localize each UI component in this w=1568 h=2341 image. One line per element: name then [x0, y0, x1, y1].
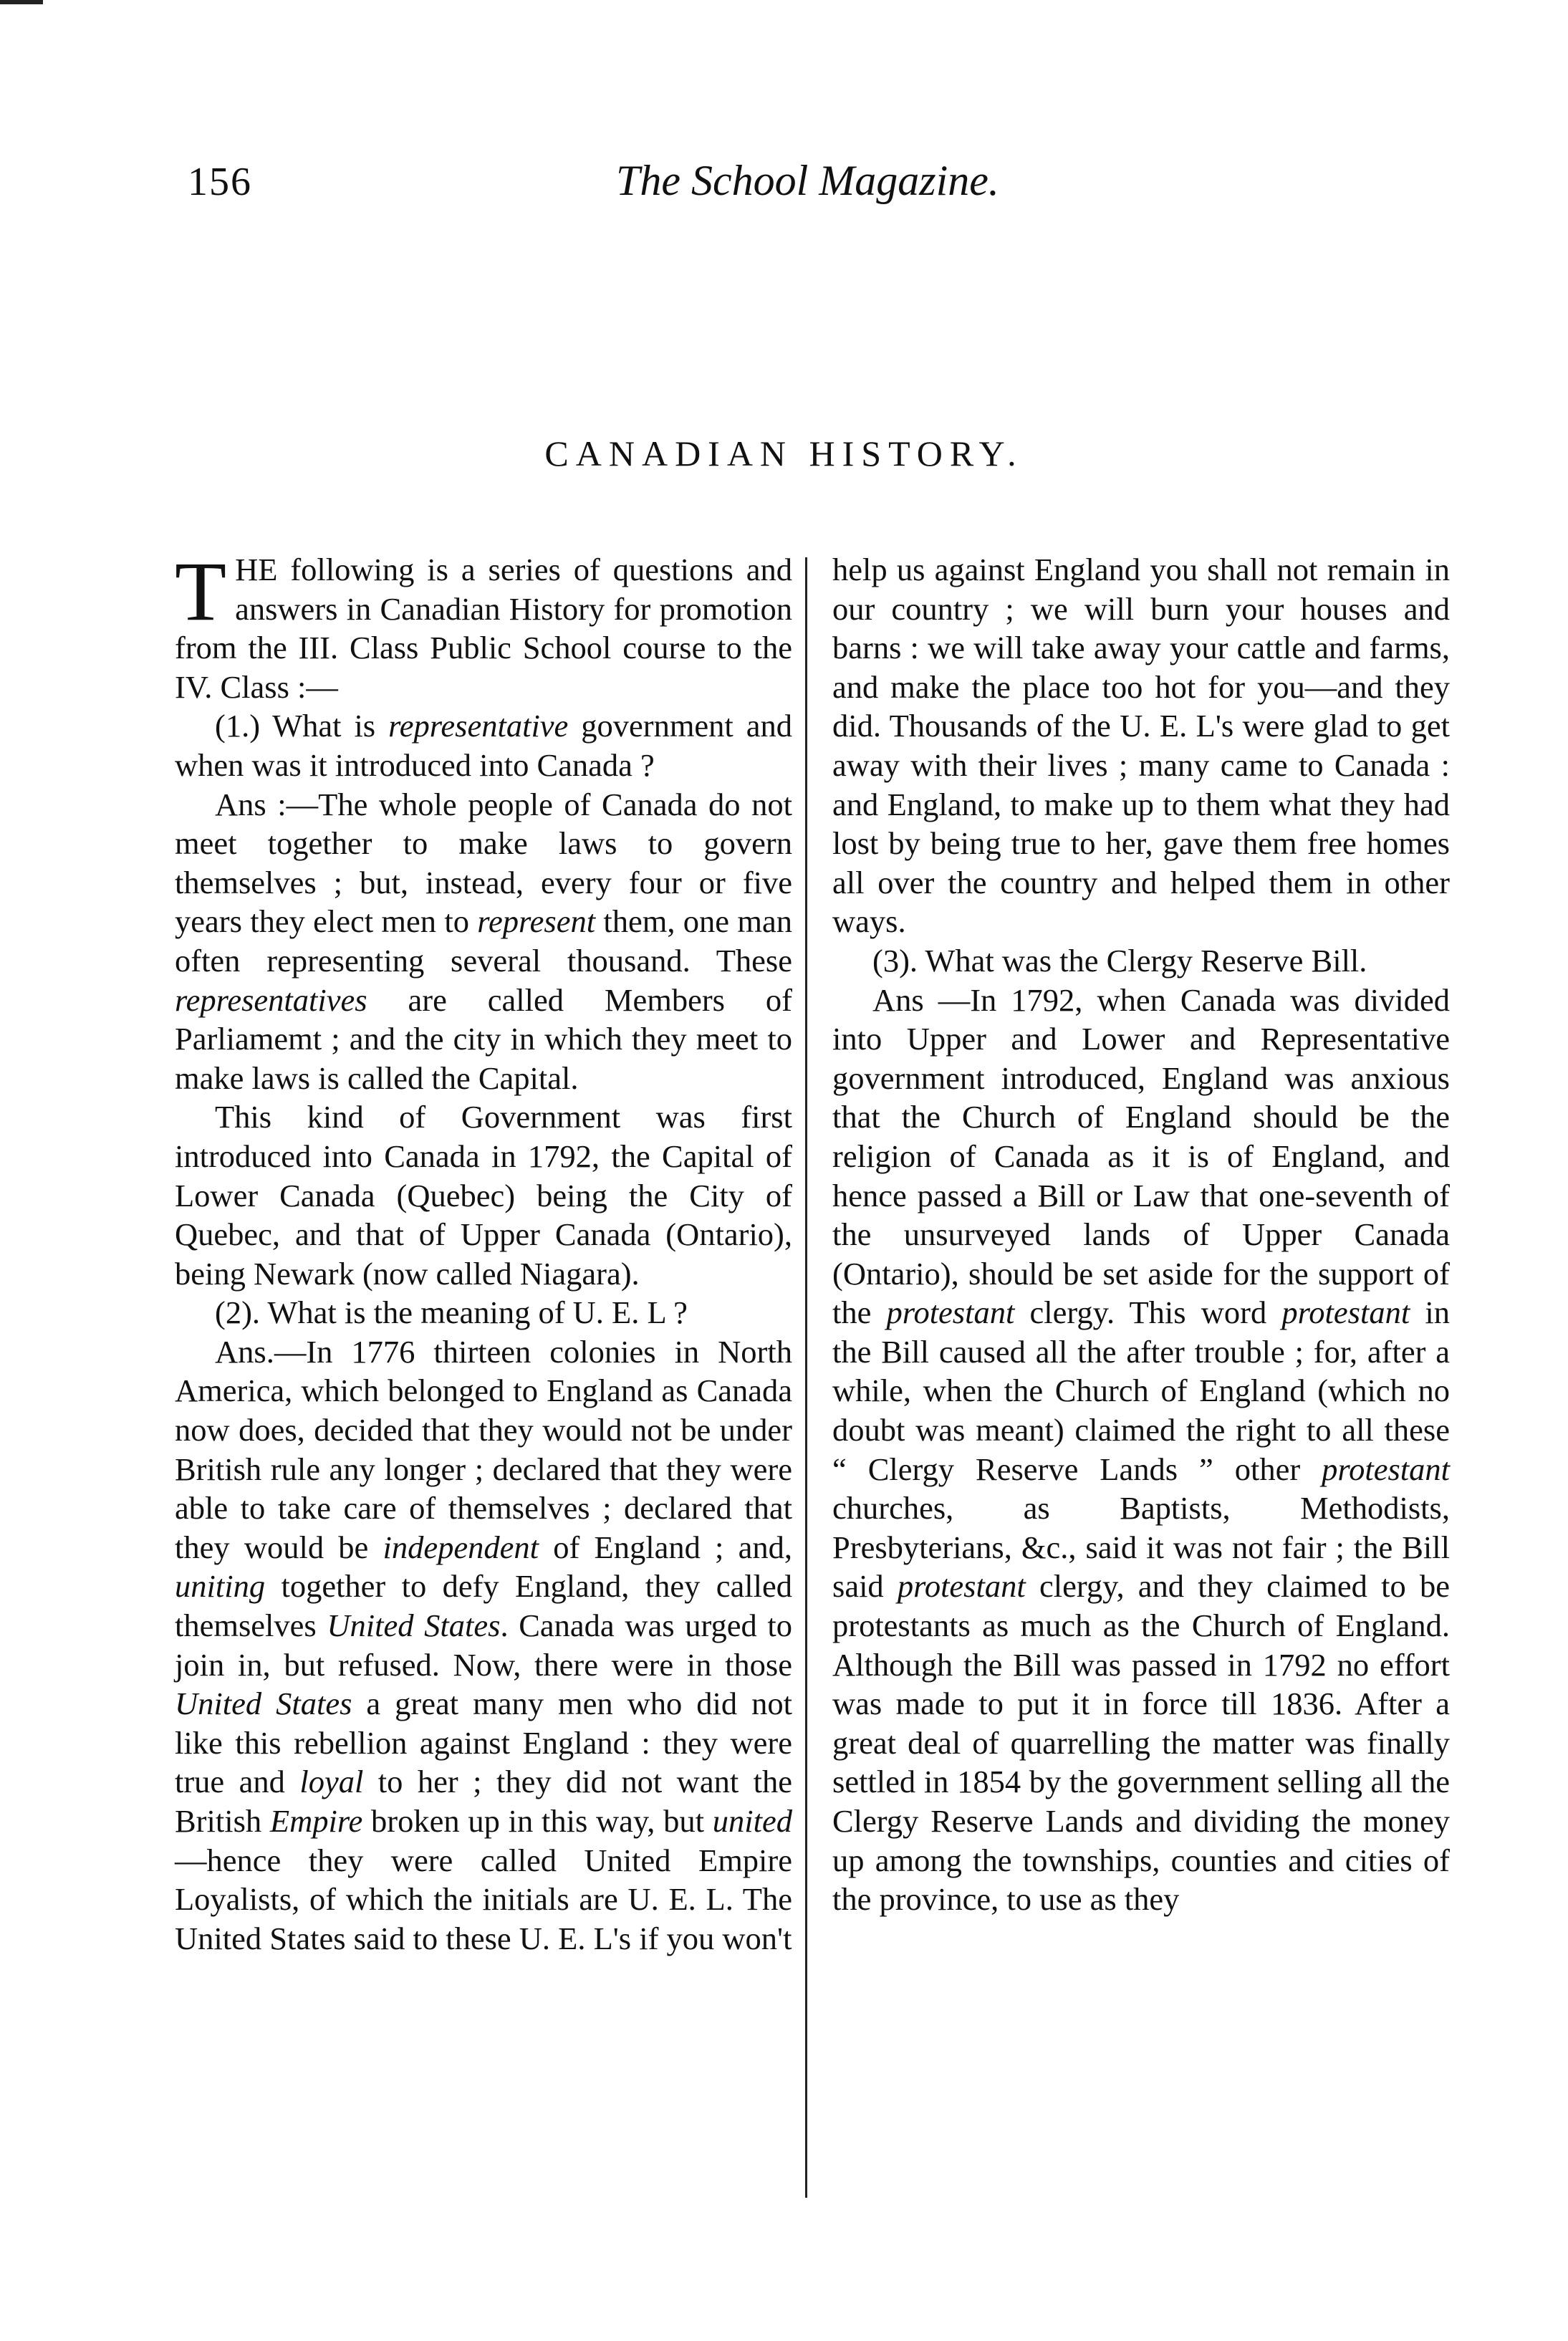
question-3: (3). What was the Clergy Reserve Bill.: [872, 942, 1367, 979]
running-title: The School Magazine.: [616, 157, 999, 204]
answer-1: Ans :—The whole people of Canada do not meet together to make laws to govern themselves ; but, instead, every four or five years they elect men to represent them, one man often representing several thousand. These representatives are called Members of Parliamemt ; and the city in which they meet to make laws is called the Capital.: [175, 786, 792, 1096]
intro-paragraph: THE following is a series of questions and answers in Canadian History for promotion from the III. Class Public School course to the IV. Class :—: [175, 544, 792, 705]
dropcap-letter: T: [175, 544, 227, 638]
answer-1-continued: This kind of Government was first introduced into Canada in 1792, the Capital of Lower Canada (Quebec) being the City of Quebec, and that of Upper Canada (Ontario), being Newark (now called Niagara).: [175, 1099, 792, 1292]
column-divider: [805, 557, 807, 2198]
question-2: (2). What is the meaning of U. E. L ?: [215, 1294, 688, 1331]
scan-mark-top: [0, 0, 43, 4]
right-column: [832, 550, 1450, 1919]
answer-2: Ans.—In 1776 thirteen colonies in North America, which belonged to England as Canada now does, decided that they would not be under British rule any longer ; declared that they were able to take care of themselves ; declared that they would be independent of England ; and, uniting together to defy England, they called themselves United States. Canada was urged to join in, but refused. Now, there were in those United States a great many men who did not like this rebellion against England : they were true and loyal to her ; they did not want the British Empire broken up in this way, but united—hence they were called United Empire Loyalists, of which the initials are U. E. L. The United States said to these U. E. L's if you won't: [175, 1333, 792, 1956]
article-title: CANADIAN HISTORY.: [544, 433, 1024, 474]
left-column: [175, 544, 792, 1958]
answer-3: Ans —In 1792, when Canada was divided into Upper and Lower and Representative government introduced, England was anxious that the Church of England should be the religion of Canada as it is of England, and hence passed a Bill or Law that one-seventh of the unsurveyed lands of Upper Canada (Ontario), should be set aside for the support of the protestant clergy. This word protestant in the Bill caused all the after trouble ; for, after a while, when the Church of England (which no doubt was meant) claimed the right to all these “ Clergy Reserve Lands ” other protestant churches, as Baptists, Methodists, Presbyterians, &c., said it was not fair ; the Bill said protestant clergy, and they claimed to be protestants as much as the Church of England. Although the Bill was passed in 1792 no effort was made to put it in force till 1836. After a great deal of quarrelling the matter was finally settled in 1854 by the government selling all the Clergy Reserve Lands and dividing the money up among the townships, counties and cities of the province, to use as they: [832, 981, 1450, 1918]
answer-2-continued: help us against England you shall not remain in our country ; we will burn your houses and barns : we will take away your cattle and farms, and make the place too hot for you—and they did. Thousands of the U. E. L's were glad to get away with their lives ; many came to Canada : and England, to make up to them what they had lost by being true to her, gave them free homes all over the country and helped them in other ways.: [832, 552, 1450, 940]
question-1: (1.) What is representative government and when was it introduced into Canada ?: [175, 708, 792, 783]
page-number: 156: [188, 160, 252, 204]
